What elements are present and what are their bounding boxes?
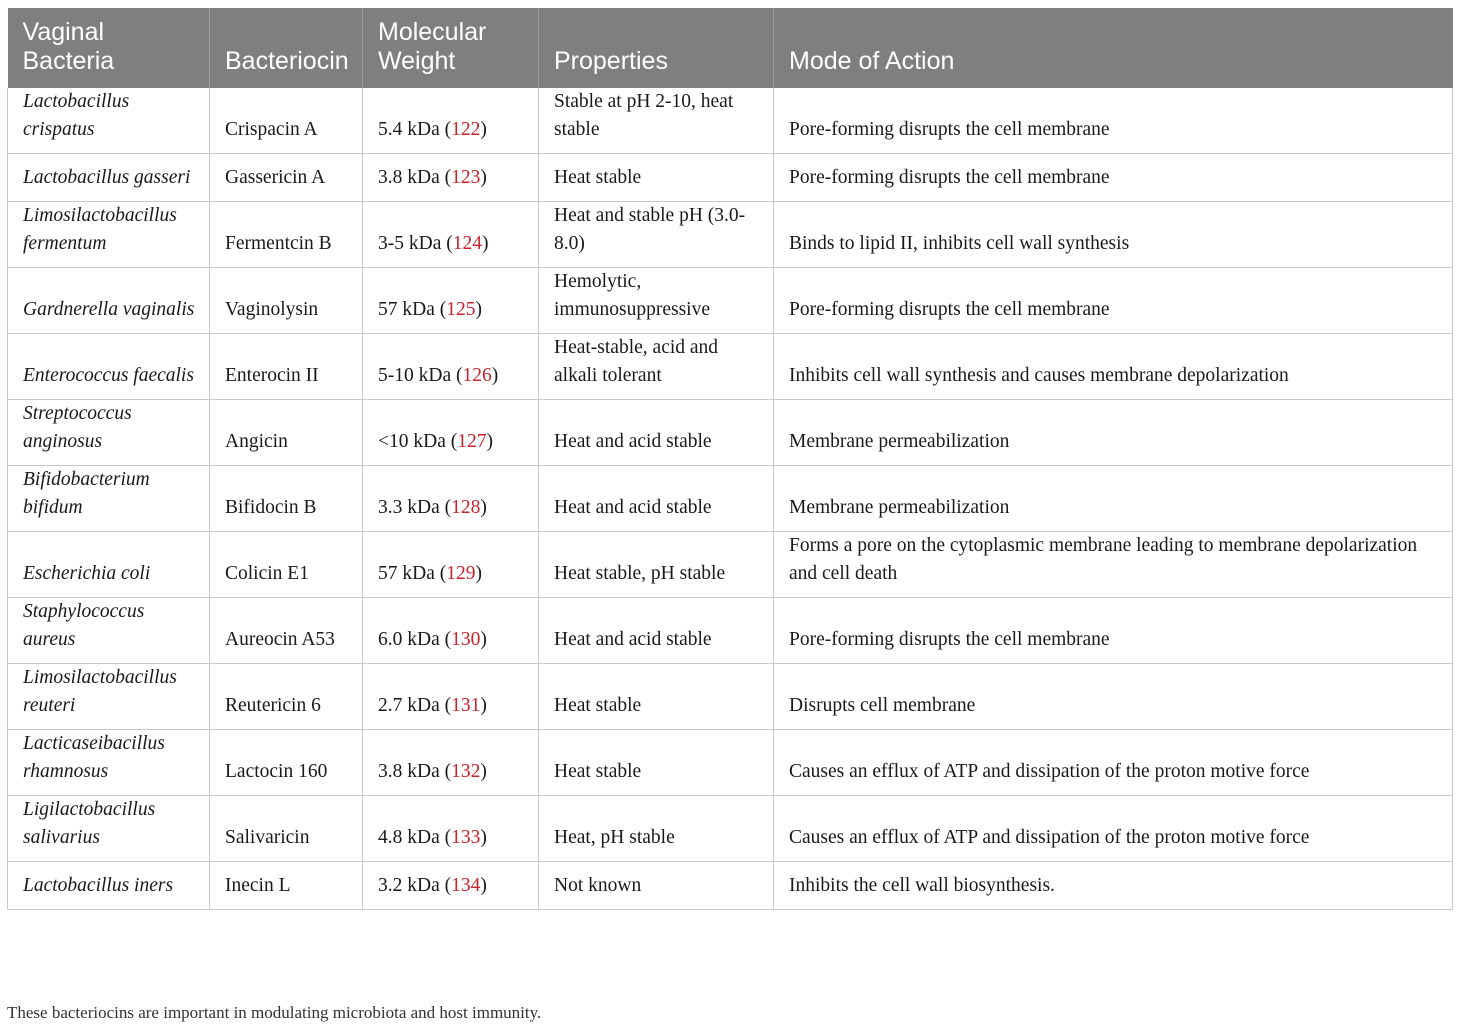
reference-close-paren: )	[491, 364, 499, 386]
header-molecular-weight: Molecular Weight	[363, 8, 539, 88]
molecular-weight-value: 3.8 kDa (	[378, 760, 452, 782]
reference-close-paren: )	[480, 874, 487, 896]
cell-bacteriocin: Enterocin II	[210, 334, 363, 400]
molecular-weight-value: 3.8 kDa (	[378, 166, 452, 188]
reference-link[interactable]: 124	[452, 232, 482, 254]
cell-bacteriocin: Gassericin A	[210, 154, 363, 202]
table-header	[8, 8, 1453, 88]
header-properties: Properties	[539, 8, 774, 88]
molecular-weight-value: 5.4 kDa (	[378, 118, 452, 140]
cell-vaginal-bacteria: Lactobacillus gasseri	[8, 154, 210, 202]
cell-vaginal-bacteria: Streptococcus anginosus	[8, 400, 210, 466]
cell-vaginal-bacteria: Lacticaseibacillus rhamnosus	[8, 730, 210, 796]
table-body	[8, 88, 1453, 910]
reference-link[interactable]: 131	[451, 694, 481, 716]
cell-bacteriocin: Bifidocin B	[210, 466, 363, 532]
cell-molecular-weight	[363, 202, 539, 268]
cell-mode-of-action: Causes an efflux of ATP and dissipation of the proton motive force	[774, 796, 1453, 862]
molecular-weight-value: 3.3 kDa (	[378, 496, 452, 518]
molecular-weight-value: 57 kDa (	[378, 298, 447, 320]
reference-close-paren: )	[480, 694, 487, 716]
reference-link[interactable]: 132	[451, 760, 481, 782]
reference-close-paren: )	[480, 628, 487, 650]
reference-link[interactable]: 126	[462, 364, 492, 386]
table-row	[8, 202, 1453, 268]
reference-link[interactable]: 122	[451, 118, 481, 140]
molecular-weight-value: 57 kDa (	[378, 562, 447, 584]
table-header-row	[8, 8, 1453, 88]
cell-bacteriocin: Vaginolysin	[210, 268, 363, 334]
cell-properties: Heat stable	[539, 154, 774, 202]
cell-bacteriocin: Crispacin A	[210, 88, 363, 154]
reference-link[interactable]: 130	[451, 628, 481, 650]
reference-link[interactable]: 123	[451, 166, 481, 188]
cell-vaginal-bacteria: Bifidobacterium bifidum	[8, 466, 210, 532]
cell-properties: Heat and acid stable	[539, 598, 774, 664]
cell-mode-of-action: Membrane permeabilization	[774, 400, 1453, 466]
table-row	[8, 598, 1453, 664]
cell-vaginal-bacteria: Limosilactobacillus reuteri	[8, 664, 210, 730]
cell-vaginal-bacteria: Limosilactobacillus fermentum	[8, 202, 210, 268]
reference-close-paren: )	[480, 760, 487, 782]
cell-mode-of-action: Causes an efflux of ATP and dissipation of the proton motive force	[774, 730, 1453, 796]
table-row	[8, 796, 1453, 862]
cell-molecular-weight	[363, 730, 539, 796]
cell-mode-of-action: Pore-forming disrupts the cell membrane	[774, 154, 1453, 202]
reference-close-paren: )	[475, 562, 482, 584]
cell-molecular-weight	[363, 154, 539, 202]
header-vaginal-bacteria: Vaginal Bacteria	[8, 8, 210, 88]
cell-molecular-weight	[363, 796, 539, 862]
cell-properties: Heat-stable, acid and alkali tolerant	[539, 334, 774, 400]
cell-mode-of-action: Pore-forming disrupts the cell membrane	[774, 268, 1453, 334]
reference-link[interactable]: 127	[457, 430, 487, 452]
molecular-weight-value: 5-10 kDa (	[378, 364, 463, 386]
reference-link[interactable]: 134	[451, 874, 481, 896]
bacteriocin-table-container	[7, 8, 1453, 910]
reference-link[interactable]: 125	[446, 298, 476, 320]
cell-vaginal-bacteria: Lactobacillus iners	[8, 862, 210, 910]
cell-bacteriocin: Lactocin 160	[210, 730, 363, 796]
cell-mode-of-action: Inhibits cell wall synthesis and causes membrane depolarization	[774, 334, 1453, 400]
reference-close-paren: )	[480, 118, 487, 140]
reference-close-paren: )	[486, 430, 493, 452]
cell-mode-of-action: Pore-forming disrupts the cell membrane	[774, 598, 1453, 664]
cell-vaginal-bacteria: Lactobacillus crispatus	[8, 88, 210, 154]
cell-mode-of-action: Inhibits the cell wall biosynthesis.	[774, 862, 1453, 910]
bacteriocin-table	[7, 8, 1453, 910]
cell-bacteriocin: Aureocin A53	[210, 598, 363, 664]
cell-molecular-weight	[363, 466, 539, 532]
cell-vaginal-bacteria: Staphylococcus aureus	[8, 598, 210, 664]
cell-bacteriocin: Angicin	[210, 400, 363, 466]
header-bacteriocin: Bacteriocin	[210, 8, 363, 88]
cell-bacteriocin: Salivaricin	[210, 796, 363, 862]
cell-properties: Heat and acid stable	[539, 466, 774, 532]
cell-vaginal-bacteria: Ligilactobacillus salivarius	[8, 796, 210, 862]
cell-vaginal-bacteria: Enterococcus faecalis	[8, 334, 210, 400]
reference-close-paren: )	[480, 166, 487, 188]
molecular-weight-value: <10 kDa (	[378, 430, 458, 452]
reference-link[interactable]: 128	[451, 496, 481, 518]
cell-mode-of-action: Disrupts cell membrane	[774, 664, 1453, 730]
cell-properties: Heat stable	[539, 664, 774, 730]
cell-molecular-weight	[363, 598, 539, 664]
molecular-weight-value: 6.0 kDa (	[378, 628, 452, 650]
cell-bacteriocin: Inecin L	[210, 862, 363, 910]
table-footnote: These bacteriocins are important in modulating microbiota and host immunity.	[7, 1003, 542, 1022]
cell-molecular-weight	[363, 268, 539, 334]
cell-mode-of-action: Binds to lipid II, inhibits cell wall synthesis	[774, 202, 1453, 268]
table-row	[8, 400, 1453, 466]
cell-mode-of-action: Membrane permeabilization	[774, 466, 1453, 532]
cell-properties: Hemolytic, immunosuppressive	[539, 268, 774, 334]
cell-molecular-weight	[363, 862, 539, 910]
table-row	[8, 268, 1453, 334]
table-row	[8, 664, 1453, 730]
cell-vaginal-bacteria: Gardnerella vaginalis	[8, 268, 210, 334]
cell-mode-of-action: Forms a pore on the cytoplasmic membrane leading to membrane depolarization and cell death	[774, 532, 1453, 598]
cell-bacteriocin: Colicin E1	[210, 532, 363, 598]
table-row	[8, 154, 1453, 202]
reference-close-paren: )	[481, 232, 489, 254]
cell-molecular-weight	[363, 88, 539, 154]
table-row	[8, 862, 1453, 910]
cell-properties: Not known	[539, 862, 774, 910]
molecular-weight-value: 4.8 kDa (	[378, 826, 452, 848]
molecular-weight-value: 3.2 kDa (	[378, 874, 452, 896]
cell-bacteriocin: Reutericin 6	[210, 664, 363, 730]
cell-properties: Heat and acid stable	[539, 400, 774, 466]
reference-link[interactable]: 133	[451, 826, 481, 848]
cell-properties: Heat stable, pH stable	[539, 532, 774, 598]
cell-properties: Heat and stable pH (3.0-8.0)	[539, 202, 774, 268]
reference-close-paren: )	[475, 298, 482, 320]
cell-molecular-weight	[363, 400, 539, 466]
reference-close-paren: )	[480, 826, 487, 848]
cell-properties: Heat, pH stable	[539, 796, 774, 862]
molecular-weight-value: 3-5 kDa (	[378, 232, 453, 254]
table-row	[8, 730, 1453, 796]
cell-molecular-weight	[363, 334, 539, 400]
cell-vaginal-bacteria: Escherichia coli	[8, 532, 210, 598]
cell-mode-of-action: Pore-forming disrupts the cell membrane	[774, 88, 1453, 154]
cell-molecular-weight	[363, 532, 539, 598]
cell-molecular-weight	[363, 664, 539, 730]
table-row	[8, 466, 1453, 532]
reference-close-paren: )	[480, 496, 487, 518]
header-mode-of-action: Mode of Action	[774, 8, 1453, 88]
cell-bacteriocin: Fermentcin B	[210, 202, 363, 268]
table-row	[8, 532, 1453, 598]
table-row	[8, 88, 1453, 154]
cell-properties: Stable at pH 2-10, heat stable	[539, 88, 774, 154]
cell-properties: Heat stable	[539, 730, 774, 796]
molecular-weight-value: 2.7 kDa (	[378, 694, 452, 716]
table-row	[8, 334, 1453, 400]
reference-link[interactable]: 129	[446, 562, 476, 584]
